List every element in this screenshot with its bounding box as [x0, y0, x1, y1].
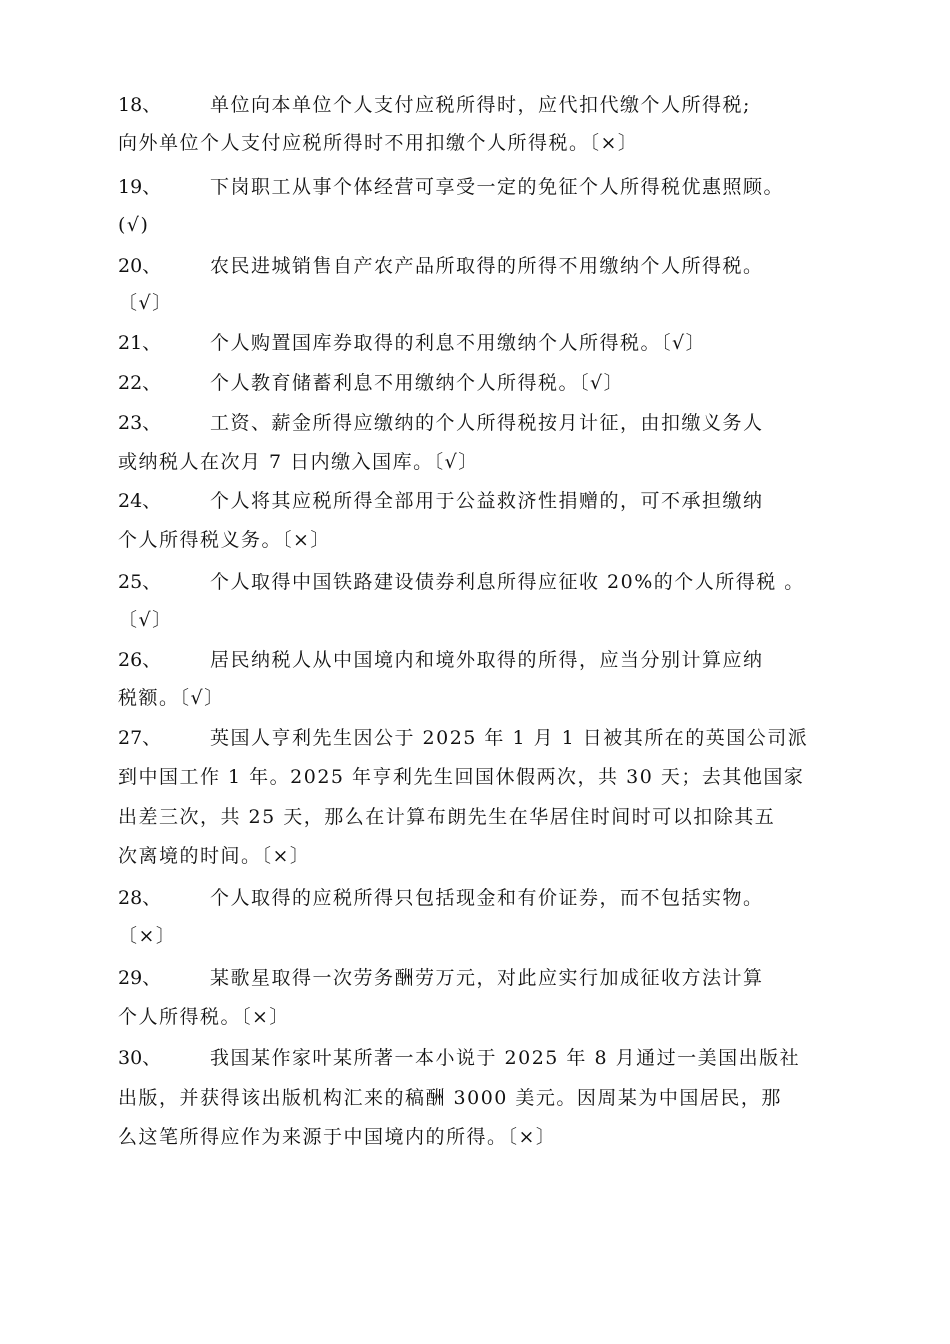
question-text: 农民进城销售自产农产品所取得的所得不用缴纳个人所得税。: [210, 255, 764, 277]
question-text: 么这笔所得应作为来源于中国境内的所得。〔×〕: [118, 1126, 557, 1148]
question-text: 〔×〕: [118, 925, 177, 947]
question-27-line-2: [118, 760, 848, 794]
question-number: 19、: [118, 176, 162, 198]
question-text: 个人取得中国铁路建设债券利息所得应征收 20%的个人所得税 。: [210, 571, 805, 593]
question-18-line-1: [118, 88, 848, 122]
question-22-line-1: [118, 366, 848, 400]
question-text: 我国某作家叶某所著一本小说于 2025 年 8 月通过一美国出版社: [210, 1047, 801, 1069]
question-number: 30、: [118, 1047, 162, 1069]
question-30-line-3: [118, 1120, 848, 1154]
question-text: 工资、薪金所得应缴纳的个人所得税按月计征，由扣缴义务人: [210, 412, 764, 434]
question-number: 27、: [118, 727, 162, 749]
question-30-line-1: [118, 1041, 848, 1075]
question-text: 居民纳税人从中国境内和境外取得的所得，应当分别计算应纳: [210, 649, 764, 671]
question-29-line-1: [118, 961, 848, 995]
question-25-line-1: [118, 565, 848, 599]
question-19-line-2: [118, 208, 848, 242]
question-23-line-2: [118, 445, 848, 479]
question-24-line-1: [118, 484, 848, 518]
question-text: 某歌星取得一次劳务酬劳万元，对此应实行加成征收方法计算: [210, 967, 764, 989]
question-text: 出版，并获得该出版机构汇来的稿酬 3000 美元。因周某为中国居民，那: [118, 1087, 782, 1109]
question-27-line-3: [118, 800, 848, 834]
question-20-line-2: [118, 286, 848, 320]
question-number: 21、: [118, 332, 162, 354]
question-text: 次离境的时间。〔×〕: [118, 845, 311, 867]
question-number: 18、: [118, 94, 162, 116]
question-text: 税额。〔√〕: [118, 687, 225, 709]
question-number: 22、: [118, 372, 162, 394]
question-27-line-4: [118, 839, 848, 873]
question-21-line-1: [118, 326, 848, 360]
question-number: 28、: [118, 887, 162, 909]
question-20-line-1: [118, 249, 848, 283]
question-text: 英国人亨利先生因公于 2025 年 1 月 1 日被其所在的英国公司派: [210, 727, 809, 749]
question-text: 到中国工作 1 年。2025 年亨利先生回国休假两次，共 30 天；去其他国家: [118, 766, 805, 788]
question-number: 23、: [118, 412, 162, 434]
question-26-line-2: [118, 681, 848, 715]
question-text: 或纳税人在次月 7 日内缴入国库。〔√〕: [118, 451, 479, 473]
question-text: 〔√〕: [118, 292, 173, 314]
question-26-line-1: [118, 643, 848, 677]
question-text: 个人购置国库券取得的利息不用缴纳个人所得税。〔√〕: [210, 332, 707, 354]
question-25-line-2: [118, 603, 848, 637]
question-text: 下岗职工从事个体经营可享受一定的免征个人所得税优惠照顾。: [210, 176, 785, 198]
question-text: 向外单位个人支付应税所得时不用扣缴个人所得税。〔×〕: [118, 132, 639, 154]
question-text: 个人所得税。〔×〕: [118, 1006, 290, 1028]
question-30-line-2: [118, 1081, 848, 1115]
question-number: 29、: [118, 967, 162, 989]
question-number: 26、: [118, 649, 162, 671]
question-text: 出差三次，共 25 天，那么在计算布朗先生在华居住时间时可以扣除其五: [118, 806, 776, 828]
question-text: 个人教育储蓄利息不用缴纳个人所得税。〔√〕: [210, 372, 625, 394]
question-27-line-1: [118, 721, 848, 755]
question-text: 个人所得税义务。〔×〕: [118, 529, 331, 551]
question-28-line-1: [118, 881, 848, 915]
question-24-line-2: [118, 523, 848, 557]
question-19-line-1: [118, 170, 848, 204]
question-text: 〔√〕: [118, 609, 173, 631]
question-text: (√): [118, 214, 150, 236]
question-29-line-2: [118, 1000, 848, 1034]
question-text: 单位向本单位个人支付应税所得时，应代扣代缴个人所得税;: [210, 94, 751, 116]
question-18-line-2: [118, 126, 848, 160]
question-text: 个人取得的应税所得只包括现金和有价证券，而不包括实物。: [210, 887, 764, 909]
question-number: 24、: [118, 490, 162, 512]
question-number: 25、: [118, 571, 162, 593]
question-23-line-1: [118, 406, 848, 440]
question-text: 个人将其应税所得全部用于公益救济性捐赠的，可不承担缴纳: [210, 490, 764, 512]
question-28-line-2: [118, 919, 848, 953]
question-number: 20、: [118, 255, 162, 277]
